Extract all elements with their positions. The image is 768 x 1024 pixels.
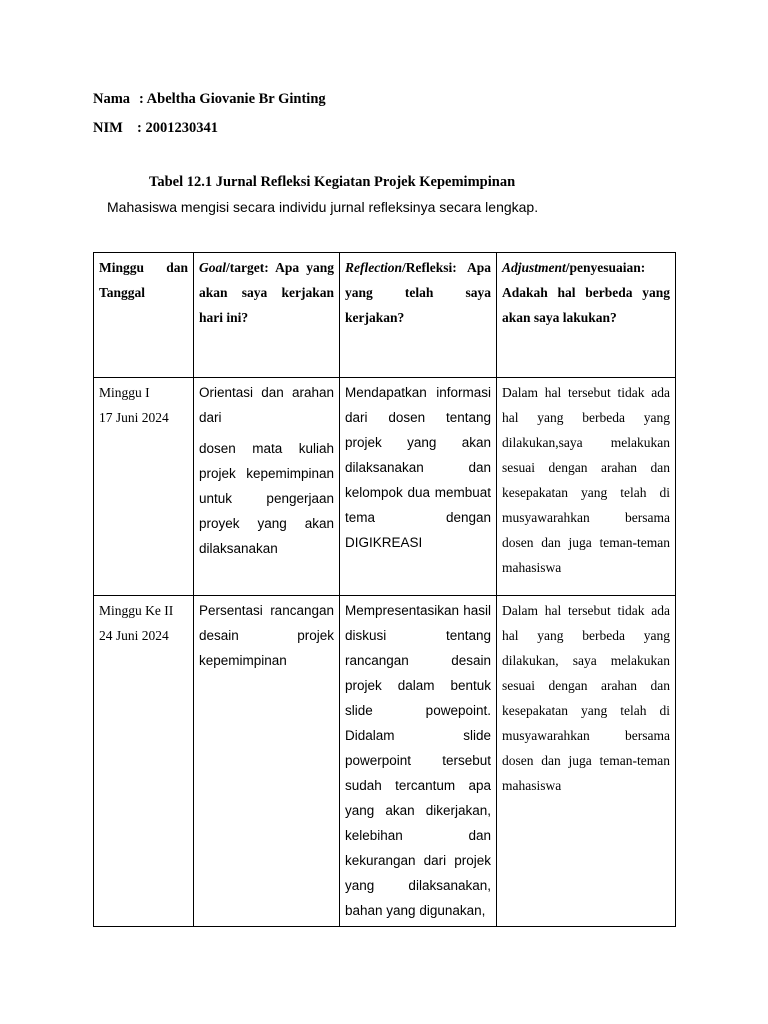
header-reflection-italic: Reflection [345, 260, 402, 275]
table-row [94, 596, 676, 927]
student-id-line [93, 120, 218, 137]
adjustment-cell: Dalam hal tersebut tidak ada hal yang berbeda yang dilakukan, saya melakukan sesuai dengan arahan dan kesepakatan yang telah di musyawarahkan bersama dosen dan juga teman-teman mahasiswa [497, 596, 676, 927]
reflection-cell: Mempresentasikan hasil diskusi tentang rancangan desain projek dalam bentuk slide powepoint. Didalam slide powerpoint tersebut sudah tercantum apa yang akan dikerjakan, kelebihan dan kekurangan dari projek yang dilaksanakan, bahan yang digunakan, [340, 596, 497, 927]
header-goal-italic: Goal [199, 260, 226, 275]
nim-value: : 2001230341 [137, 120, 218, 136]
name-label: Nama [93, 91, 131, 107]
table-caption: Tabel 12.1 Jurnal Refleksi Kegiatan Projek Kepemimpinan [149, 174, 516, 190]
week-date-cell [94, 378, 194, 596]
goal-text-part1: Orientasi dan arahan dari [199, 385, 334, 425]
reflection-text: Mendapatkan informasi dari dosen tentang projek yang akan dilaksanakan dan kelompok dua membuat tema dengan [345, 385, 491, 525]
goal-cell: Persentasi rancangan desain projek kepemimpinan [194, 596, 340, 927]
header-week-date: Minggu dan Tanggal [94, 253, 194, 378]
date-label: 24 Juni 2024 [99, 628, 169, 643]
header-goal [194, 253, 340, 378]
header-adjustment-italic: Adjustment [502, 260, 566, 275]
adjustment-cell: Dalam hal tersebut tidak ada hal yang berbeda yang dilakukan,saya melakukan sesuai dengan arahan dan kesepakatan yang telah di musyawarahkan bersama dosen dan juga teman-teman mahasiswa [497, 378, 676, 596]
nim-label: NIM [93, 120, 123, 136]
header-reflection-text: /Refleksi: Apa yang telah saya kerjakan? [345, 260, 491, 325]
table-row [94, 378, 676, 596]
goal-text-part2: dosen mata kuliah projek kepemimpinan untuk pengerjaan proyek yang akan dilaksanakan [199, 441, 334, 556]
week-label: Minggu Ke II [99, 603, 174, 618]
reflection-cell [340, 378, 497, 596]
header-adjustment [497, 253, 676, 378]
week-date-cell [94, 596, 194, 927]
name-value: : Abeltha Giovanie Br Ginting [139, 91, 326, 107]
header-adjustment-text: /penyesuaian: Adakah hal berbeda yang akan saya lakukan? [502, 260, 670, 325]
student-name-line [93, 91, 326, 108]
reflection-tail: DIGIKREASI [345, 535, 423, 550]
week-label: Minggu I [99, 385, 150, 400]
date-label: 17 Juni 2024 [99, 410, 169, 425]
table-header-row [94, 253, 676, 378]
instruction-text: Mahasiswa mengisi secara individu jurnal refleksinya secara lengkap. [107, 199, 539, 215]
reflection-journal-table [93, 252, 676, 927]
header-goal-text: /target: Apa yang akan saya kerjakan hari ini? [199, 260, 334, 325]
header-reflection [340, 253, 497, 378]
goal-cell [194, 378, 340, 596]
